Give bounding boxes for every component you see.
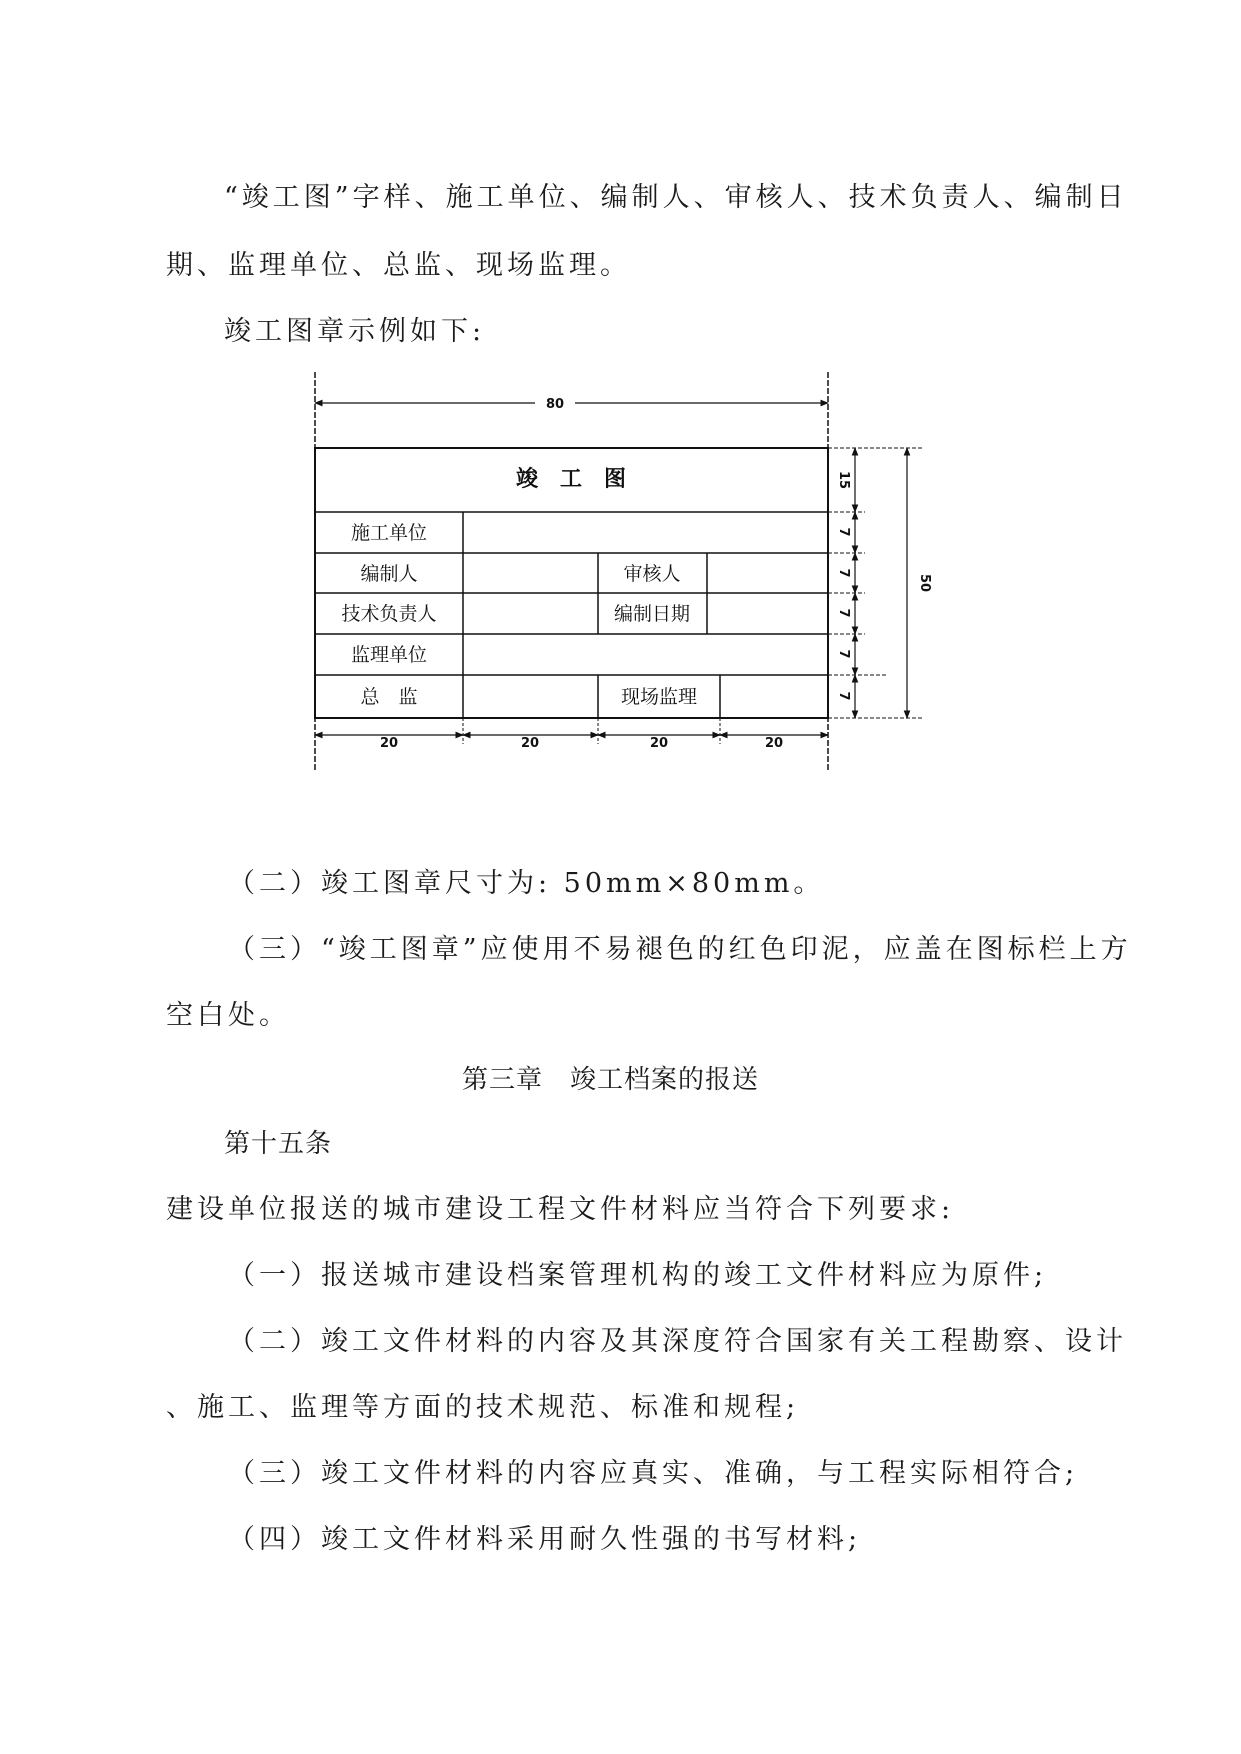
width-dimension-label: 80	[545, 397, 565, 412]
chapter-heading: 第三章 竣工档案的报送	[462, 1065, 760, 1095]
column-dimension-label: 20	[520, 736, 540, 751]
list-item: （三）竣工文件材料的内容应真实、准确，与工程实际相符合;	[228, 1458, 1079, 1489]
column-dimension-label: 20	[379, 736, 399, 751]
row-dimension-label: 7	[836, 649, 851, 659]
compiler-label: 编制人	[360, 563, 418, 585]
paragraph-line: 建设单位报送的城市建设工程文件材料应当符合下列要求:	[166, 1194, 955, 1225]
paragraph-line: （二）竣工图章尺寸为: 50mm×80mm。	[228, 868, 825, 899]
height-dimension-label: 50	[917, 573, 932, 593]
row-dimension-label: 7	[836, 568, 851, 578]
compile-date-label: 编制日期	[613, 603, 691, 625]
list-item: （二）竣工文件材料的内容及其深度符合国家有关工程勘察、设计	[228, 1326, 1127, 1357]
row-dimension-label: 7	[836, 691, 851, 701]
column-dimension-label: 20	[764, 736, 784, 751]
row-dimension-label: 7	[836, 608, 851, 618]
row-dimension-label: 15	[836, 470, 851, 490]
column-dimension-label: 20	[649, 736, 669, 751]
row-dimension-label: 7	[836, 527, 851, 537]
paragraph-line: 空白处。	[166, 1000, 290, 1031]
supervision-unit-label: 监理单位	[350, 644, 428, 666]
paragraph-line: 竣工图章示例如下:	[224, 316, 486, 347]
completion-stamp-diagram	[305, 372, 932, 772]
technical-lead-label: 技术负责人	[341, 603, 437, 625]
paragraph-line: （三）“竣工图章”应使用不易褪色的红色印泥，应盖在图标栏上方	[228, 934, 1132, 965]
stamp-title: 竣 工 图	[515, 467, 627, 492]
reviewer-label: 审核人	[623, 563, 681, 585]
list-item: 、施工、监理等方面的技术规范、标准和规程;	[166, 1392, 800, 1423]
chief-supervisor-label: 总 监	[360, 686, 418, 708]
site-supervisor-label: 现场监理	[620, 686, 698, 708]
article-heading: 第十五条	[224, 1129, 333, 1159]
list-item: （四）竣工文件材料采用耐久性强的书写材料;	[228, 1524, 862, 1555]
paragraph-line: 期、监理单位、总监、现场监理。	[166, 250, 631, 281]
construction-unit-label: 施工单位	[350, 522, 428, 544]
list-item: （一）报送城市建设档案管理机构的竣工文件材料应为原件;	[228, 1260, 1048, 1291]
paragraph-line: “竣工图”字样、施工单位、编制人、审核人、技术负责人、编制日	[224, 182, 1128, 213]
stamp-svg	[305, 372, 932, 772]
